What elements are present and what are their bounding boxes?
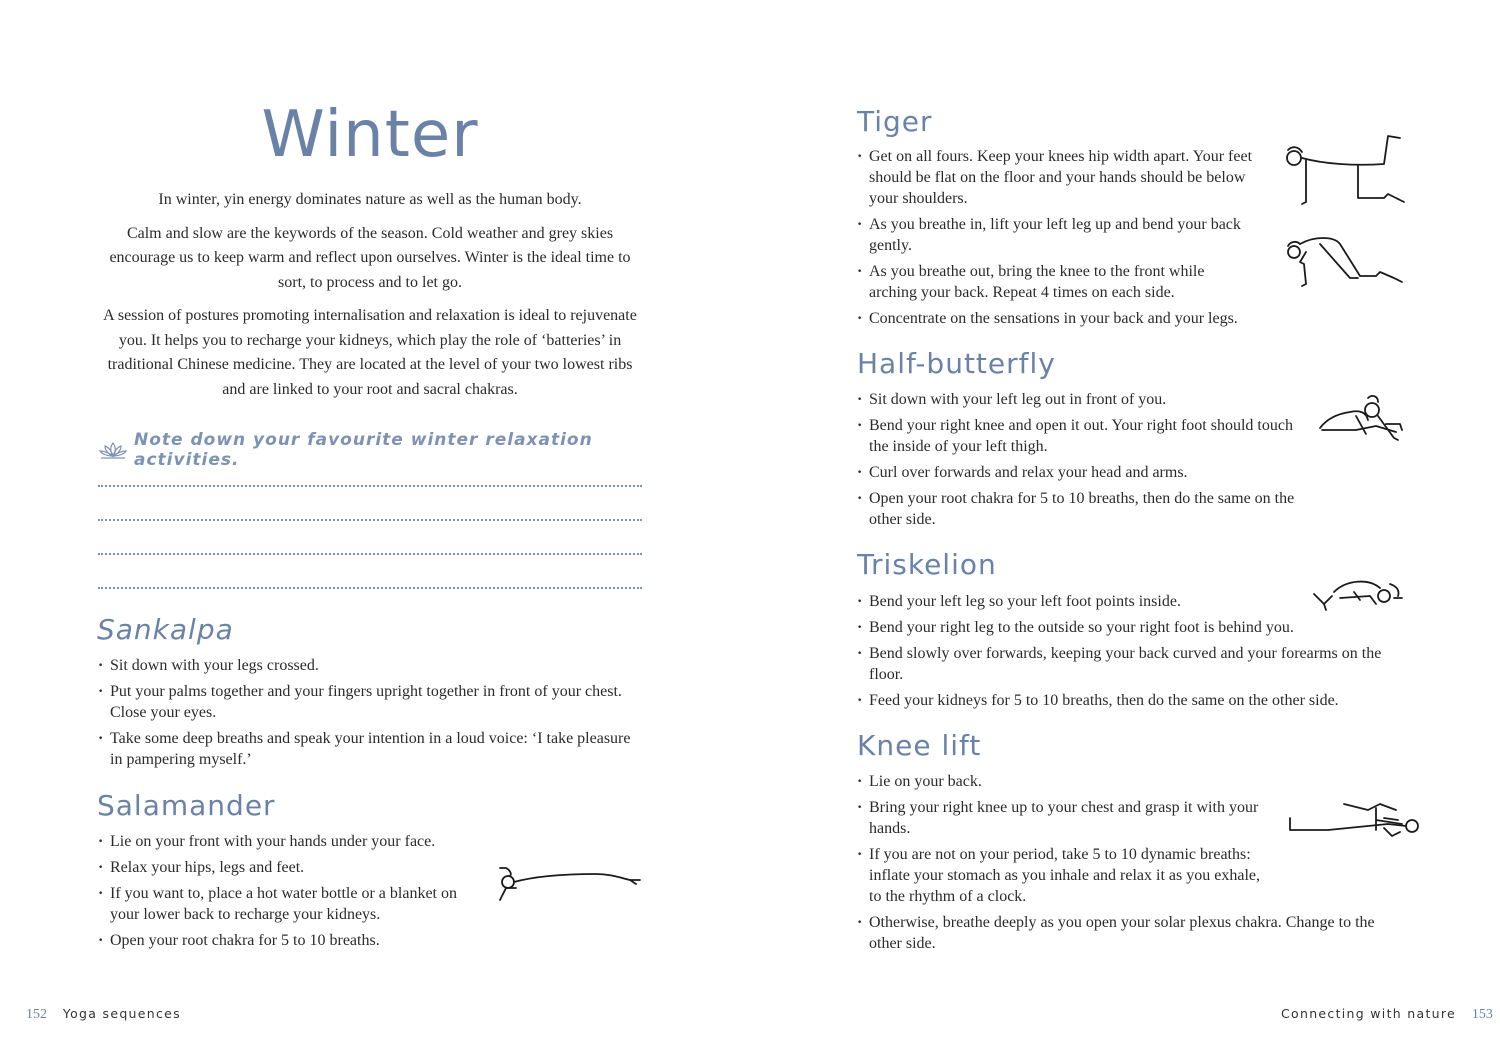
list-item: · Bend your right leg to the outside so your right foot is behind you. — [857, 617, 1397, 638]
left-footer — [26, 1006, 181, 1023]
list-item: · Curl over forwards and relax your head and arms. — [857, 462, 1317, 483]
list-item: · If you want to, place a hot water bottle or a blanket on your lower back to recharge your kidneys. — [98, 883, 478, 925]
list-item: · As you breathe out, bring the knee to the front while arching your back. Repeat 4 times on each side. — [857, 261, 1277, 303]
sankalpa-heading: Sankalpa — [97, 613, 234, 646]
salamander-steps — [98, 831, 478, 956]
right-page — [750, 0, 1500, 1060]
list-item: · Concentrate on the sensations in your back and your legs. — [857, 308, 1297, 329]
page-title: Winter — [261, 98, 479, 172]
page-number: 153 — [1471, 1007, 1493, 1022]
triskelion-heading: Triskelion — [857, 548, 997, 581]
list-item: · Feed your kidneys for 5 to 10 breaths, then do the same on the other side. — [857, 690, 1397, 711]
note-prompt — [98, 430, 658, 470]
section-name: Connecting with nature — [1281, 1006, 1457, 1021]
salamander-heading: Salamander — [97, 789, 276, 822]
salamander-pose-figure — [496, 862, 644, 906]
list-item: · Sit down with your left leg out in front of you. — [857, 389, 1317, 410]
list-item: · Bend slowly over forwards, keeping your back curved and your forearms on the floor. — [857, 643, 1397, 685]
knee-lift-heading: Knee lift — [857, 729, 982, 762]
list-item: · If you are not on your period, take 5 to 10 dynamic breaths: inflate your stomach as you inhale and relax it as you exhale, to the rhythm of a clock. — [857, 844, 1267, 907]
list-item: · Take some deep breaths and speak your intention in a loud voice: ‘I take pleasure in pampering myself.’ — [98, 728, 643, 770]
intro-paragraph-1: In winter, yin energy dominates nature as well as the human body. — [158, 191, 582, 208]
tiger-pose-figure-1 — [1284, 132, 1414, 208]
list-item: · Bring your right knee up to your chest and grasp it with your hands. — [857, 797, 1267, 839]
right-footer — [1281, 1006, 1493, 1023]
section-name: Yoga sequences — [62, 1006, 181, 1021]
tiger-pose-figure-2 — [1284, 232, 1414, 292]
list-item: · Put your palms together and your fingers upright together in front of your chest. Close your eyes. — [98, 681, 643, 723]
list-item: · Relax your hips, legs and feet. — [98, 857, 478, 878]
list-item: · Open your root chakra for 5 to 10 breaths, then do the same on the other side. — [857, 488, 1317, 530]
page-number: 152 — [26, 1007, 47, 1022]
tiger-heading: Tiger — [857, 105, 933, 138]
list-item: · Sit down with your legs crossed. — [98, 655, 643, 676]
list-item: · Bend your right knee and open it out. Your right foot should touch the inside of your left thigh. — [857, 415, 1317, 457]
list-item: · Get on all fours. Keep your knees hip width apart. Your feet should be flat on the floor and your hands should be below your shoulders. — [857, 146, 1277, 209]
lotus-icon — [98, 439, 128, 461]
half-butterfly-heading: Half-butterfly — [857, 347, 1056, 380]
list-item: · Lie on your back. — [857, 771, 1397, 792]
knee-lift-pose-figure — [1288, 798, 1424, 842]
triskelion-pose-figure — [1310, 570, 1406, 614]
intro-text — [96, 188, 644, 411]
intro-paragraph-2: Calm and slow are the keywords of the season. Cold weather and grey skies encourage us to keep warm and reflect upon ourselves. Winter is the ideal time to sort, to process and to let go. — [109, 224, 631, 291]
writing-line[interactable] — [98, 485, 642, 487]
list-item: · As you breathe in, lift your left leg up and bend your back gently. — [857, 214, 1277, 256]
list-item: · Open your root chakra for 5 to 10 breaths. — [98, 930, 478, 951]
half-butterfly-steps — [857, 389, 1317, 535]
sankalpa-steps — [98, 655, 643, 775]
list-item: · Lie on your front with your hands under your face. — [98, 831, 478, 852]
half-butterfly-pose-figure — [1316, 390, 1406, 444]
writing-line[interactable] — [98, 519, 642, 521]
note-text: Note down your favourite winter relaxation activities. — [134, 430, 593, 470]
writing-line[interactable] — [98, 587, 642, 589]
tiger-steps — [857, 146, 1277, 334]
list-item: · Otherwise, breathe deeply as you open your solar plexus chakra. Change to the other side. — [857, 912, 1397, 954]
list-item: · Bend your left leg so your left foot points inside. — [857, 591, 1397, 612]
writing-line[interactable] — [98, 553, 642, 555]
intro-paragraph-3: A session of postures promoting internalisation and relaxation is ideal to rejuvenate you. It helps you to recharge your kidneys, which play the role of ‘batteries’ in traditional Chinese medicine. They are located at the level of your two lowest ribs and are linked to your root and sacral chakras. — [103, 307, 637, 398]
